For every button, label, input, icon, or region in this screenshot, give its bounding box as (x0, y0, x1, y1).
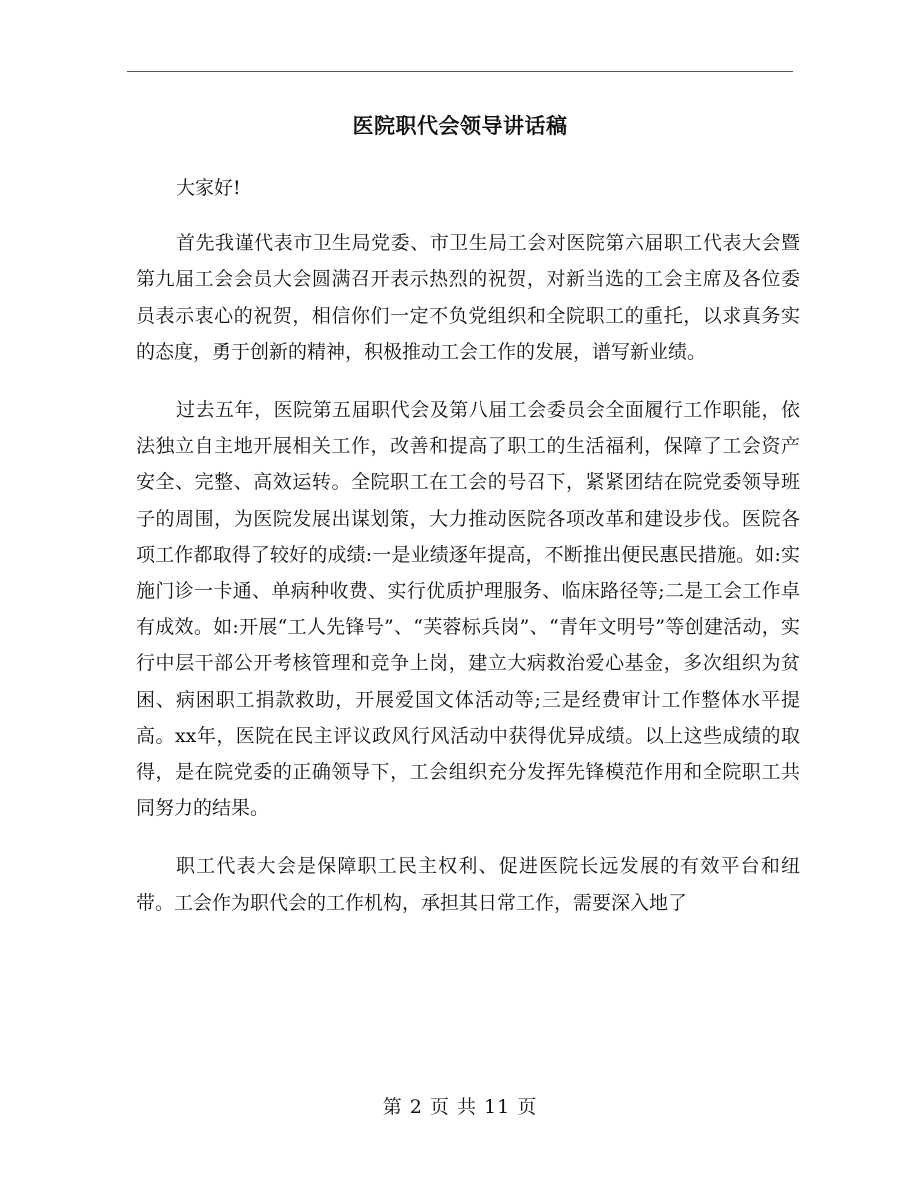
document-body (136, 170, 800, 943)
page-number-footer: 第 2 页 共 11 页 (382, 1096, 538, 1118)
header-rule (127, 71, 793, 72)
greeting-paragraph: 大家好! (176, 177, 241, 199)
body-paragraph-1: 首先我谨代表市卫生局党委、市卫生局工会对医院第六届职工代表大会暨第九届工会会员大会圆满召开表示热烈的祝贺，对新当选的工会主席及各位委员表示衷心的祝贺，相信你们一定不负党组织和全院职工的重托，以求真务实的态度，勇于创新的精神，积极推动工会工作的发展，谱写新业绩。 (136, 232, 800, 363)
body-paragraph-3: 职工代表大会是保障职工民主权利、促进医院长远发展的有效平台和纽带。工会作为职代会的工作机构，承担其日常工作，需要深入地了 (136, 855, 800, 914)
body-paragraph-2: 过去五年，医院第五届职代会及第八届工会委员会全面履行工作职能，依法独立自主地开展相关工作，改善和提高了职工的生活福利，保障了工会资产安全、完整、高效运转。全院职工在工会的号召下，紧紧团结在院党委领导班子的周围，为医院发展出谋划策，大力推动医院各项改革和建设步伐。医院各项工作都取得了较好的成绩:一是业绩逐年提高，不断推出便民惠民措施。如:实施门诊一卡通、单病种收费、实行优质护理服务、临床路径等;二是工会工作卓有成效。如:开展“工人先锋号”、“芙蓉标兵岗”、“青年文明号”等创建活动，实行中层干部公开考核管理和竞争上岗，建立大病救治爱心基金，多次组织为贫困、病困职工捐款救助，开展爱国文体活动等;三是经费审计工作整体水平提高。xx年，医院在民主评议政风行风活动中获得优异成绩。以上这些成绩的取得，是在院党委的正确领导下，工会组织充分发挥先锋模范作用和全院职工共同努力的结果。 (136, 399, 800, 820)
document-title: 医院职代会领导讲话稿 (352, 113, 568, 138)
